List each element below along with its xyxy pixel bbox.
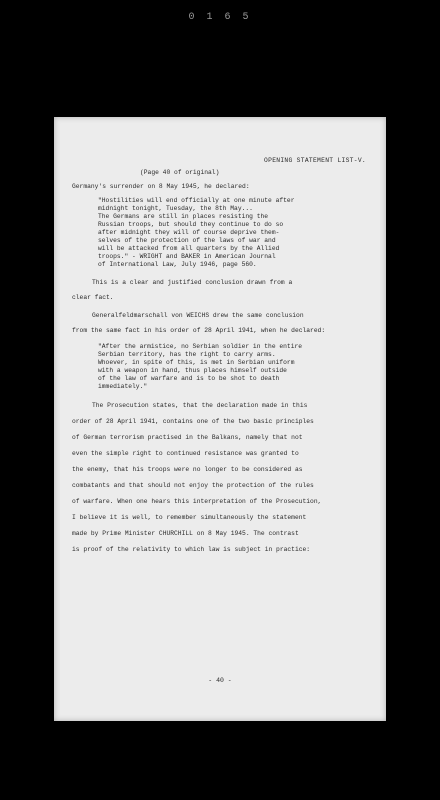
page-number-footer: - 40 - <box>208 677 232 684</box>
paragraph-3-line: of German terrorism practised in the Balkans, namely that not <box>72 434 303 441</box>
microfilm-frame-number: 0 1 6 5 <box>188 12 252 23</box>
paragraph-2-line-1: Generalfeldmarschall von WEICHS drew the same conclusion <box>92 312 304 319</box>
paragraph-3-line: of warfare. When one hears this interpretation of the Prosecution, <box>72 498 322 505</box>
paragraph-3-line: combatants and that should not enjoy the protection of the rules <box>72 482 314 489</box>
paragraph-1-line-1: This is a clear and justified conclusion drawn from a <box>92 279 293 286</box>
paragraph-3-line: order of 28 April 1941, contains one of the two basic principles <box>72 418 314 425</box>
paragraph-2-line-2: from the same fact in his order of 28 April 1941, when he declared: <box>72 327 326 334</box>
paragraph-3-line: The Prosecution states, that the declaration made in this <box>92 402 308 409</box>
page-reference: (Page 40 of original) <box>140 169 220 176</box>
paragraph-3-line: made by Prime Minister CHURCHILL on 8 May 1945. The contrast <box>72 530 299 537</box>
document-header: OPENING STATEMENT LIST-V. <box>264 157 366 164</box>
paragraph-1-line-2: clear fact. <box>72 294 114 301</box>
quote-weichs-order: "After the armistice, no Serbian soldier in the entire Serbian territory, has the right to carry arms. Whoever, in spite of this, is met in Serbian uniform with a weapon in hand, thus places himself outside of the law of warfare and is to be shot to death immediately." <box>98 343 303 390</box>
paragraph-3-line: the enemy, that his troops were no longer to be considered as <box>72 466 303 473</box>
quote-churchill: "Hostilities will end officially at one minute after midnight tonight, Tuesday, the 8th May... The Germans are still in places resisting the Russian troops, but should they continue to do so after midnight they will of course deprive them- selves of the protection of the laws of war and will be attacked from all quarters by the Allied troops." - WRIGHT and BAKER in American Journal of International Law, July 1946, page 560. <box>98 197 295 268</box>
paragraph-3-line: even the simple right to continued resistance was granted to <box>72 450 299 457</box>
intro-line: Germany's surrender on 8 May 1945, he declared: <box>72 183 250 190</box>
paragraph-3-line: I believe it is well, to remember simultaneously the statement <box>72 514 307 521</box>
paragraph-3-line: is proof of the relativity to which law is subject in practice: <box>72 546 311 553</box>
document-page <box>54 117 386 721</box>
